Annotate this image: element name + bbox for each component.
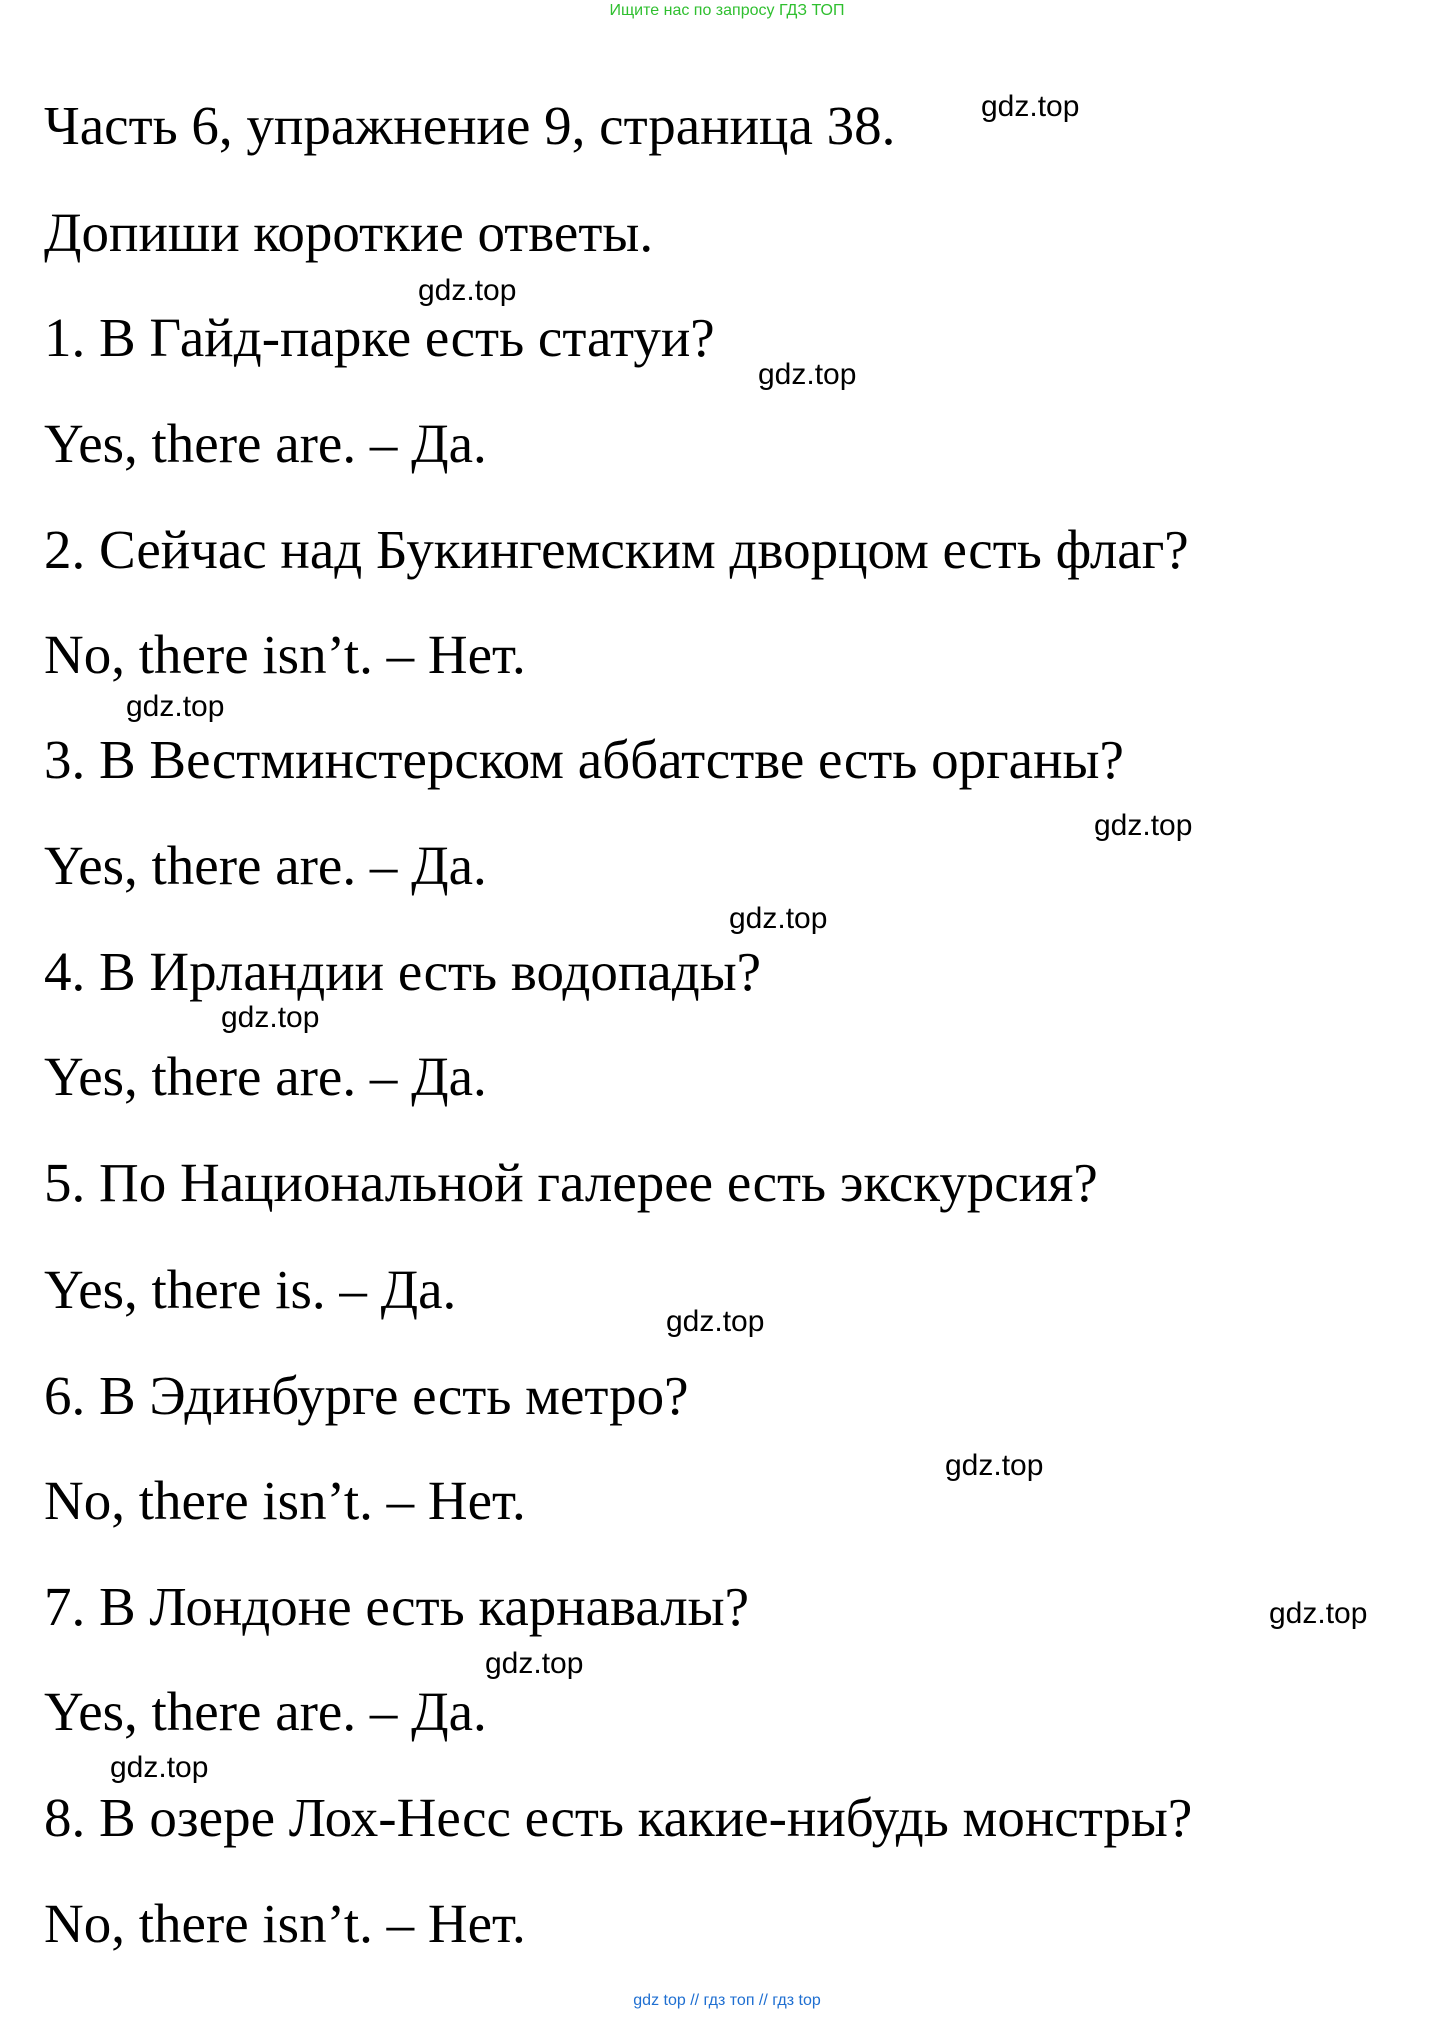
watermark: gdz.top <box>945 1449 1044 1482</box>
question-5: 5. По Национальной галерее есть экскурсия? <box>44 1152 1098 1213</box>
watermark: gdz.top <box>1094 809 1193 842</box>
watermark: gdz.top <box>758 358 857 391</box>
exercise-instruction: Допиши короткие ответы. <box>44 202 654 263</box>
watermark: gdz.top <box>110 1751 209 1784</box>
question-3: 3. В Вестминстерском аббатстве есть органы? <box>44 729 1124 790</box>
watermark: gdz.top <box>666 1305 765 1338</box>
answer-6: No, there isn’t. – Нет. <box>44 1470 526 1531</box>
footer-watermark: gdz top // гдз топ // гдз top <box>633 1992 821 2009</box>
answer-3: Yes, there are. – Да. <box>44 835 487 896</box>
watermark: gdz.top <box>1269 1597 1368 1630</box>
answer-2: No, there isn’t. – Нет. <box>44 624 526 685</box>
exercise-title: Часть 6, упражнение 9, страница 38. <box>44 95 896 156</box>
question-8: 8. В озере Лох-Несс есть какие-нибудь монстры? <box>44 1787 1193 1848</box>
question-6: 6. В Эдинбурге есть метро? <box>44 1365 689 1426</box>
question-2: 2. Сейчас над Букингемским дворцом есть флаг? <box>44 519 1189 580</box>
watermark: gdz.top <box>485 1647 584 1680</box>
watermark: gdz.top <box>221 1001 320 1034</box>
question-4: 4. В Ирландии есть водопады? <box>44 941 762 1002</box>
watermark: gdz.top <box>729 902 828 935</box>
answer-8: No, there isn’t. – Нет. <box>44 1893 526 1954</box>
watermark: gdz.top <box>981 90 1080 123</box>
search-hint-banner: Ищите нас по запросу ГДЗ ТОП <box>609 2 845 19</box>
answer-7: Yes, there are. – Да. <box>44 1681 487 1742</box>
question-1: 1. В Гайд-парке есть статуи? <box>44 307 715 368</box>
answer-1: Yes, there are. – Да. <box>44 413 487 474</box>
answer-4: Yes, there are. – Да. <box>44 1046 487 1107</box>
question-7: 7. В Лондоне есть карнавалы? <box>44 1576 750 1637</box>
answer-5: Yes, there is. – Да. <box>44 1259 457 1320</box>
watermark: gdz.top <box>418 274 517 307</box>
watermark: gdz.top <box>126 690 225 723</box>
